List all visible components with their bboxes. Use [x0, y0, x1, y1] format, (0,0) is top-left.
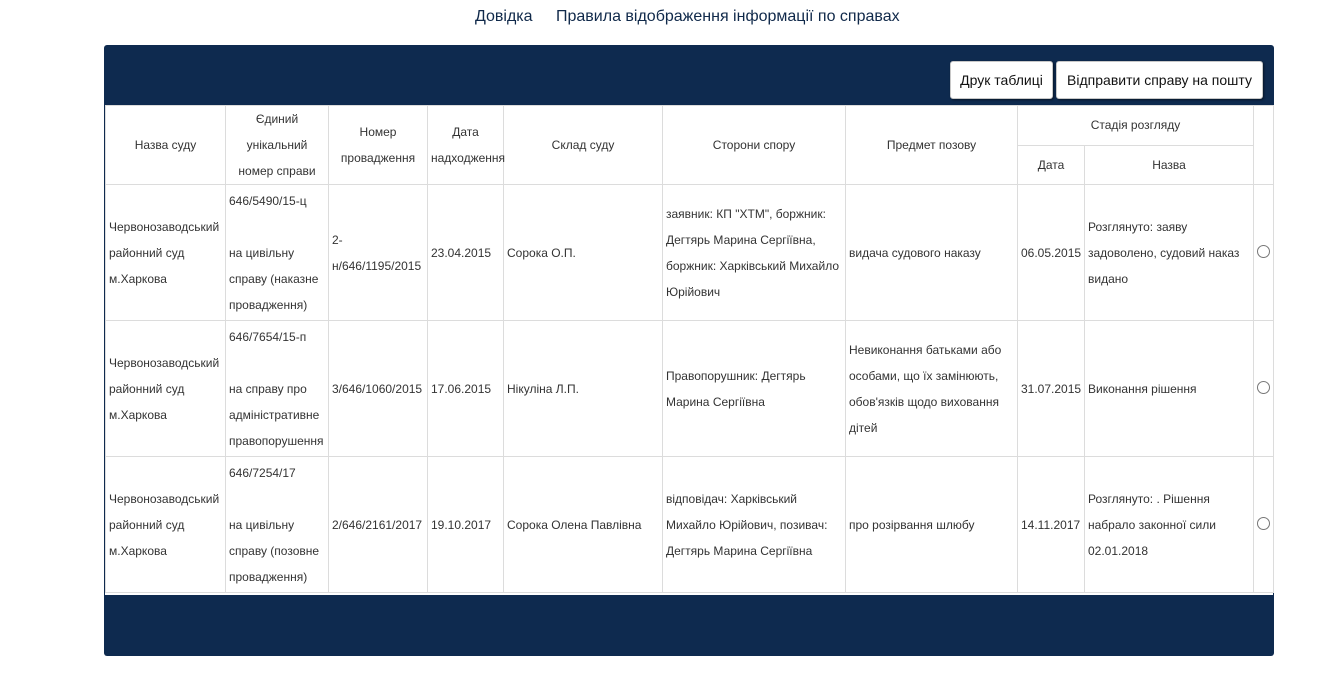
table-row[interactable] — [106, 321, 1274, 457]
table-row[interactable] — [106, 185, 1274, 321]
header-received: Дата надходження — [428, 106, 504, 185]
cell-case-number — [226, 321, 329, 457]
header-parties: Сторони спору — [663, 106, 846, 185]
top-nav — [0, 0, 1340, 36]
header-case-number: Єдиний унікальний номер справи — [226, 106, 329, 185]
cell-received: 19.10.2017 — [428, 457, 504, 593]
row-select-radio[interactable] — [1257, 245, 1270, 258]
cell-select — [1254, 321, 1274, 457]
cell-received: 17.06.2015 — [428, 321, 504, 457]
case-number: 646/7654/15-п — [229, 329, 307, 344]
header-panel: Склад суду — [504, 106, 663, 185]
row-select-radio[interactable] — [1257, 381, 1270, 394]
panel-toolbar — [104, 45, 1274, 105]
cell-proceeding: 2-н/646/1195/2015 — [329, 185, 428, 321]
header-court: Назва суду — [106, 106, 226, 185]
cell-case-number — [226, 185, 329, 321]
cell-subject: видача судового наказу — [846, 185, 1018, 321]
case-type: на цивільну справу (наказне провадження) — [229, 245, 319, 312]
cell-panel: Сорока Олена Павлівна — [504, 457, 663, 593]
cell-proceeding: 2/646/2161/2017 — [329, 457, 428, 593]
header-proceeding: Номер провадження — [329, 106, 428, 185]
cell-select — [1254, 185, 1274, 321]
cell-stage-date: 14.11.2017 — [1018, 457, 1085, 593]
cases-table — [105, 105, 1274, 593]
cell-court: Червонозаводський районний суд м.Харкова — [106, 185, 226, 321]
print-table-button[interactable]: Друк таблиці — [950, 61, 1053, 99]
table-row[interactable] — [106, 457, 1274, 593]
cell-parties: відповідач: Харківський Михайло Юрійович, позивач: Дегтярь Марина Сергіївна — [663, 457, 846, 593]
case-type: на справу про адміністративне правопорушення — [229, 381, 324, 448]
cell-panel: Сорока О.П. — [504, 185, 663, 321]
cell-parties: Правопорушник: Дегтярь Марина Сергіївна — [663, 321, 846, 457]
cell-stage-name: Виконання рішення — [1085, 321, 1254, 457]
case-number: 646/7254/17 — [229, 465, 296, 480]
cell-proceeding: 3/646/1060/2015 — [329, 321, 428, 457]
cases-panel — [104, 45, 1274, 656]
cell-stage-name: Розглянуто: . Рішення набрало законної сили 02.01.2018 — [1085, 457, 1254, 593]
cell-court: Червонозаводський районний суд м.Харкова — [106, 321, 226, 457]
cell-case-number — [226, 457, 329, 593]
cell-select — [1254, 457, 1274, 593]
cases-table-wrapper — [105, 105, 1273, 595]
cell-stage-date: 31.07.2015 — [1018, 321, 1085, 457]
cell-received: 23.04.2015 — [428, 185, 504, 321]
header-select — [1254, 106, 1274, 185]
cell-panel: Нікуліна Л.П. — [504, 321, 663, 457]
case-number: 646/5490/15-ц — [229, 193, 307, 208]
cell-stage-date: 06.05.2015 — [1018, 185, 1085, 321]
cell-subject: Невиконання батьками або особами, що їх замінюють, обов'язків щодо виховання дітей — [846, 321, 1018, 457]
header-stage: Стадія розгляду — [1018, 106, 1254, 146]
cell-parties: заявник: КП "ХТМ", боржник: Дегтярь Марина Сергіївна, боржник: Харківський Михайло Юрійович — [663, 185, 846, 321]
case-type: на цивільну справу (позовне провадження) — [229, 517, 320, 584]
table-header-row — [106, 106, 1274, 146]
send-case-email-button[interactable]: Відправити справу на пошту — [1056, 61, 1263, 99]
cell-subject: про розірвання шлюбу — [846, 457, 1018, 593]
header-subject: Предмет позову — [846, 106, 1018, 185]
cell-court: Червонозаводський районний суд м.Харкова — [106, 457, 226, 593]
header-stage-name: Назва — [1085, 145, 1254, 185]
row-select-radio[interactable] — [1257, 517, 1270, 530]
header-stage-date: Дата — [1018, 145, 1085, 185]
help-link[interactable]: Довідка — [475, 8, 533, 25]
display-rules-link[interactable]: Правила відображення інформації по справах — [556, 8, 900, 25]
cell-stage-name: Розглянуто: заяву задоволено, судовий наказ видано — [1085, 185, 1254, 321]
